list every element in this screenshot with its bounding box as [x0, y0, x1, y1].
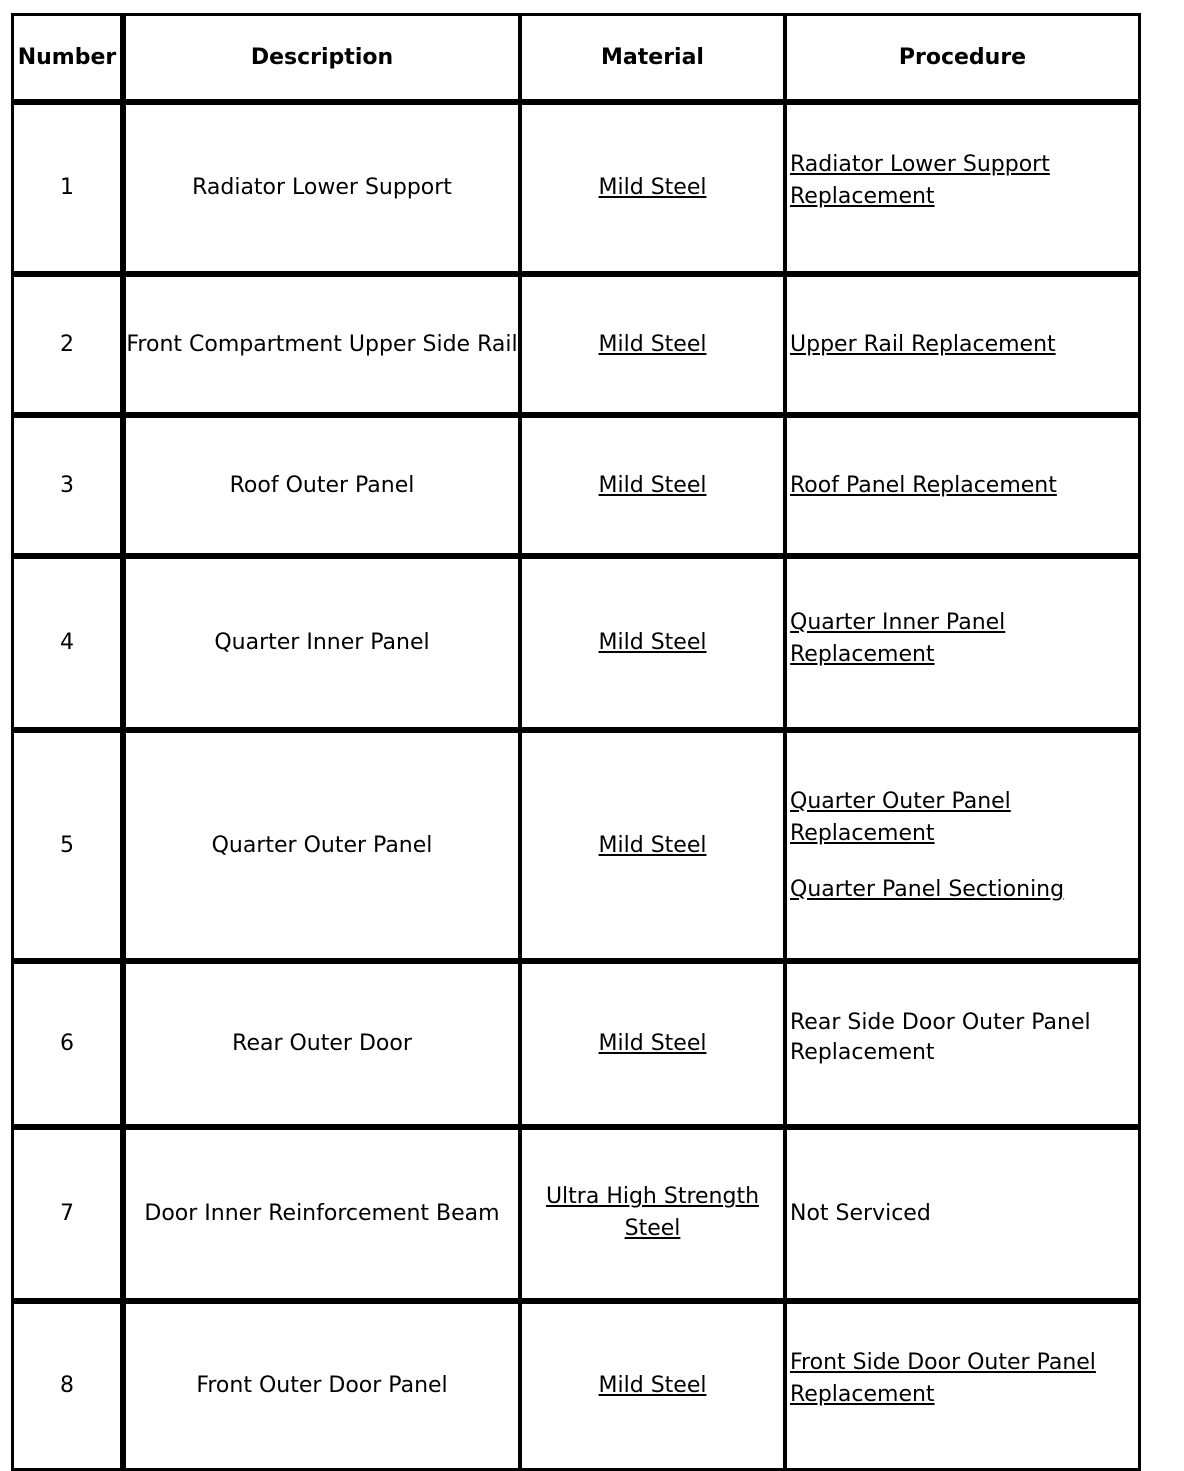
- material-link[interactable]: Ultra High Strength Steel: [545, 1184, 760, 1241]
- procedure-link[interactable]: Quarter Inner Panel Replacement: [790, 609, 1006, 667]
- row-6-procedure: [784, 961, 1141, 1127]
- row-5-material: [519, 730, 786, 961]
- row-7-description: Door Inner Reinforcement Beam: [123, 1127, 521, 1301]
- row-1-procedure: [784, 102, 1141, 274]
- header-material: Material: [519, 13, 786, 102]
- procedure-link[interactable]: Upper Rail Replacement: [790, 331, 1056, 357]
- row-2-procedure: [784, 274, 1141, 415]
- row-7-material: [519, 1127, 786, 1301]
- row-1-description: Radiator Lower Support: [123, 102, 521, 274]
- row-3-description: Roof Outer Panel: [123, 415, 521, 556]
- header-procedure: Procedure: [784, 13, 1141, 102]
- row-7-number: 7: [11, 1127, 123, 1301]
- material-link[interactable]: Mild Steel: [598, 1031, 707, 1056]
- header-description: Description: [123, 13, 521, 102]
- procedure-text: Rear Side Door Outer Panel Replacement: [790, 1010, 1091, 1065]
- row-6-material: [519, 961, 786, 1127]
- material-link[interactable]: Mild Steel: [598, 832, 707, 858]
- row-4-description: Quarter Inner Panel: [123, 556, 521, 730]
- procedure-link[interactable]: Quarter Panel Sectioning: [790, 876, 1065, 902]
- procedure-link[interactable]: Front Side Door Outer Panel Replacement: [790, 1350, 1096, 1407]
- row-3-number: 3: [11, 415, 123, 556]
- material-link[interactable]: Mild Steel: [598, 630, 707, 655]
- material-link[interactable]: Mild Steel: [598, 331, 707, 357]
- procedure-text: Not Serviced: [790, 1201, 931, 1226]
- row-3-procedure: [784, 415, 1141, 556]
- row-8-material: [519, 1301, 786, 1471]
- row-8-number: 8: [11, 1301, 123, 1471]
- row-8-description: Front Outer Door Panel: [123, 1301, 521, 1471]
- row-6-description: Rear Outer Door: [123, 961, 521, 1127]
- material-link[interactable]: Mild Steel: [598, 472, 707, 498]
- row-7-procedure: [784, 1127, 1141, 1301]
- material-link[interactable]: Mild Steel: [598, 1373, 707, 1398]
- row-6-number: 6: [11, 961, 123, 1127]
- procedure-link[interactable]: Quarter Outer Panel Replacement: [790, 788, 1011, 846]
- procedure-link[interactable]: Roof Panel Replacement: [790, 472, 1057, 498]
- row-2-material: [519, 274, 786, 415]
- row-4-number: 4: [11, 556, 123, 730]
- header-number: Number: [11, 13, 123, 102]
- row-3-material: [519, 415, 786, 556]
- row-5-procedure: [784, 730, 1141, 961]
- row-8-procedure: [784, 1301, 1141, 1471]
- row-5-description: Quarter Outer Panel: [123, 730, 521, 961]
- material-link[interactable]: Mild Steel: [598, 175, 707, 200]
- row-5-number: 5: [11, 730, 123, 961]
- procedure-link[interactable]: Radiator Lower Support Replacement: [790, 152, 1050, 209]
- row-2-description: Front Compartment Upper Side Rail: [123, 274, 521, 415]
- row-1-number: 1: [11, 102, 123, 274]
- row-4-material: [519, 556, 786, 730]
- row-2-number: 2: [11, 274, 123, 415]
- row-4-procedure: [784, 556, 1141, 730]
- row-1-material: [519, 102, 786, 274]
